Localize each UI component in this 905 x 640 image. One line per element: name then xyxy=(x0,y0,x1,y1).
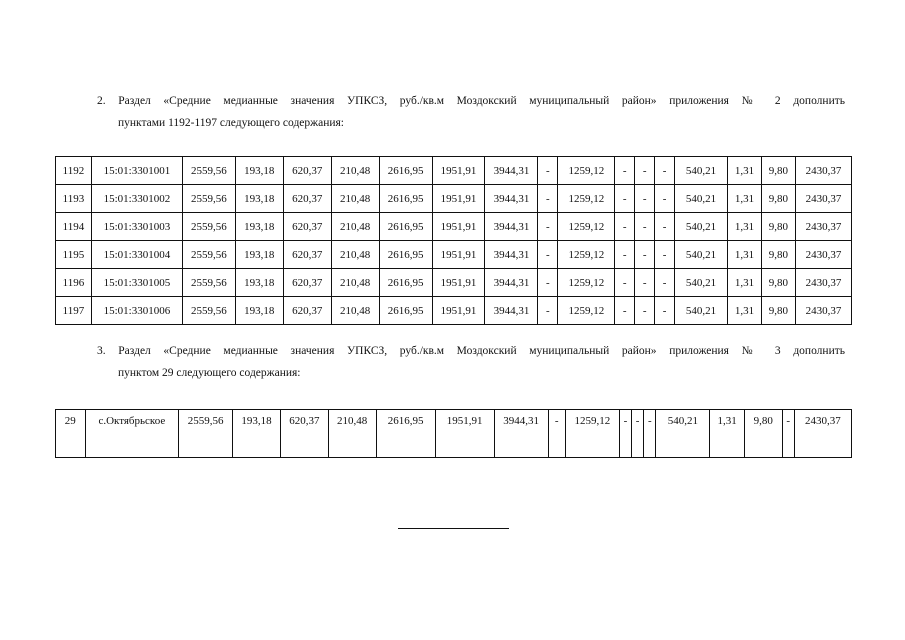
table-cell: - xyxy=(632,410,644,458)
table-cell: - xyxy=(635,157,655,185)
table-cell: 2430,37 xyxy=(795,185,851,213)
table-cell: 193,18 xyxy=(235,297,283,325)
table-cell: 9,80 xyxy=(761,185,795,213)
table-cell: с.Октябрьское xyxy=(85,410,179,458)
table-cell: 2559,56 xyxy=(182,241,235,269)
table-cell: - xyxy=(615,241,635,269)
table-cell: 193,18 xyxy=(235,213,283,241)
table-cell: 15:01:3301005 xyxy=(91,269,182,297)
table-cell: 2616,95 xyxy=(379,269,432,297)
table-cell: 210,48 xyxy=(331,297,379,325)
table-cell: 1259,12 xyxy=(558,213,615,241)
table-cell: - xyxy=(538,297,558,325)
table-cell: 1951,91 xyxy=(435,410,494,458)
table-cell: 2559,56 xyxy=(182,157,235,185)
table-cell: - xyxy=(655,185,675,213)
table-cell: 3944,31 xyxy=(485,157,538,185)
table-cell: 15:01:3301002 xyxy=(91,185,182,213)
table-cell: 29 xyxy=(56,410,86,458)
table-cell: 2430,37 xyxy=(795,241,851,269)
table-cell: 1,31 xyxy=(728,185,762,213)
table-cell: 1192 xyxy=(56,157,92,185)
table-cell: 9,80 xyxy=(761,297,795,325)
table-cell: 620,37 xyxy=(283,185,331,213)
section-3-line-1: 3. Раздел «Средние медианные значения УПКСЗ, руб./кв.м Моздокский муниципальный район» приложения № 3 дополнить xyxy=(97,345,845,357)
table-cell: 2559,56 xyxy=(182,213,235,241)
table-cell: 3944,31 xyxy=(485,297,538,325)
table-cell: 210,48 xyxy=(328,410,376,458)
table-cell: - xyxy=(635,269,655,297)
table-cell: 620,37 xyxy=(280,410,328,458)
table-cell: 193,18 xyxy=(233,410,281,458)
table-cell: 2430,37 xyxy=(795,213,851,241)
table-row xyxy=(56,213,852,241)
table-cell: 210,48 xyxy=(331,157,379,185)
table-cell: 9,80 xyxy=(761,269,795,297)
table-cell: 1194 xyxy=(56,213,92,241)
table-cell: 15:01:3301004 xyxy=(91,241,182,269)
table-cell: - xyxy=(615,269,635,297)
table-cell: 193,18 xyxy=(235,185,283,213)
table-cell: 1193 xyxy=(56,185,92,213)
table-cell: 620,37 xyxy=(283,157,331,185)
table-cell: 2559,56 xyxy=(179,410,233,458)
table-row xyxy=(56,185,852,213)
table-cell: - xyxy=(655,157,675,185)
table-cell: 1,31 xyxy=(728,157,762,185)
table-cell: 1259,12 xyxy=(558,185,615,213)
table-cell: 9,80 xyxy=(761,213,795,241)
table-row xyxy=(56,157,852,185)
table-cell: - xyxy=(538,185,558,213)
table-cell: 620,37 xyxy=(283,213,331,241)
table-cell: - xyxy=(619,410,631,458)
table-cell: 1259,12 xyxy=(558,157,615,185)
table-cell: 540,21 xyxy=(656,410,710,458)
table-cell: 2430,37 xyxy=(795,269,851,297)
table-cell: 1259,12 xyxy=(558,241,615,269)
table-cell: 2616,95 xyxy=(376,410,435,458)
table-cell: 1,31 xyxy=(728,241,762,269)
table-cell: - xyxy=(635,297,655,325)
table-cell: - xyxy=(548,410,565,458)
table-cell: 1259,12 xyxy=(558,269,615,297)
table-cell: - xyxy=(655,213,675,241)
table-body-1 xyxy=(56,157,852,325)
table-cell: 1,31 xyxy=(710,410,745,458)
table-cell: 540,21 xyxy=(675,213,728,241)
table-row xyxy=(56,269,852,297)
table-cell: 1196 xyxy=(56,269,92,297)
table-cell: 540,21 xyxy=(675,241,728,269)
table-cell: 2616,95 xyxy=(379,157,432,185)
table-cell: 1951,91 xyxy=(432,213,485,241)
table-cell: 1,31 xyxy=(728,213,762,241)
table-cell: 540,21 xyxy=(675,157,728,185)
table-cell: 2559,56 xyxy=(182,269,235,297)
table-cell: 1951,91 xyxy=(432,269,485,297)
table-cell: 1197 xyxy=(56,297,92,325)
table-cell: 15:01:3301001 xyxy=(91,157,182,185)
table-cell: 1,31 xyxy=(728,269,762,297)
table-row xyxy=(56,410,852,458)
table-cell: 2559,56 xyxy=(182,185,235,213)
table-cell: 2616,95 xyxy=(379,213,432,241)
footer-separator-line xyxy=(398,528,509,529)
table-cell: 15:01:3301003 xyxy=(91,213,182,241)
table-cell: 9,80 xyxy=(744,410,782,458)
table-cell: 210,48 xyxy=(331,269,379,297)
table-cell: 2559,56 xyxy=(182,297,235,325)
table-cell: 2616,95 xyxy=(379,185,432,213)
table-cell: - xyxy=(538,241,558,269)
table-cell: 2430,37 xyxy=(795,297,851,325)
table-cell: 3944,31 xyxy=(485,269,538,297)
table-cell: 210,48 xyxy=(331,185,379,213)
table-cell: 2616,95 xyxy=(379,241,432,269)
table-cell: 193,18 xyxy=(235,269,283,297)
table-cell: 620,37 xyxy=(283,241,331,269)
table-cell: - xyxy=(635,241,655,269)
table-cell: 3944,31 xyxy=(485,213,538,241)
table-cell: 1259,12 xyxy=(565,410,619,458)
table-cell: 1195 xyxy=(56,241,92,269)
median-values-table-districts xyxy=(55,156,852,325)
table-cell: 2616,95 xyxy=(379,297,432,325)
table-cell: 193,18 xyxy=(235,241,283,269)
table-cell: - xyxy=(538,269,558,297)
table-cell: 1,31 xyxy=(728,297,762,325)
table-cell: 620,37 xyxy=(283,269,331,297)
table-cell: - xyxy=(655,241,675,269)
table-cell: 1951,91 xyxy=(432,297,485,325)
table-cell: - xyxy=(644,410,656,458)
table-cell: 540,21 xyxy=(675,297,728,325)
table-cell: 2430,37 xyxy=(795,157,851,185)
section-3-line-2: пунктом 29 следующего содержания: xyxy=(118,367,301,379)
table-cell: - xyxy=(782,410,794,458)
table-cell: - xyxy=(615,185,635,213)
table-cell: - xyxy=(615,213,635,241)
table-cell: - xyxy=(538,213,558,241)
section-2-line-1: 2. Раздел «Средние медианные значения УПКСЗ, руб./кв.м Моздокский муниципальный район» приложения № 2 дополнить xyxy=(97,95,845,107)
table-row xyxy=(56,297,852,325)
table-cell: 9,80 xyxy=(761,157,795,185)
table-cell: - xyxy=(655,297,675,325)
table-cell: 1259,12 xyxy=(558,297,615,325)
table-cell: - xyxy=(635,213,655,241)
section-2-line-2: пунктами 1192-1197 следующего содержания: xyxy=(118,117,344,129)
table-cell: 2430,37 xyxy=(794,410,851,458)
table-cell: 3944,31 xyxy=(494,410,548,458)
table-cell: 1951,91 xyxy=(432,157,485,185)
table-cell: 193,18 xyxy=(235,157,283,185)
table-cell: 1951,91 xyxy=(432,185,485,213)
table-cell: 540,21 xyxy=(675,185,728,213)
table-cell: 540,21 xyxy=(675,269,728,297)
table-cell: 210,48 xyxy=(331,213,379,241)
table-cell: 3944,31 xyxy=(485,185,538,213)
table-cell: 9,80 xyxy=(761,241,795,269)
table-cell: 620,37 xyxy=(283,297,331,325)
table-cell: 210,48 xyxy=(331,241,379,269)
table-cell: - xyxy=(615,157,635,185)
table-cell: 1951,91 xyxy=(432,241,485,269)
table-cell: 15:01:3301006 xyxy=(91,297,182,325)
table-cell: - xyxy=(538,157,558,185)
table-cell: 3944,31 xyxy=(485,241,538,269)
table-cell: - xyxy=(635,185,655,213)
table-row xyxy=(56,241,852,269)
table-body-2 xyxy=(56,410,852,458)
table-cell: - xyxy=(615,297,635,325)
median-values-table-settlements xyxy=(55,409,852,458)
table-cell: - xyxy=(655,269,675,297)
